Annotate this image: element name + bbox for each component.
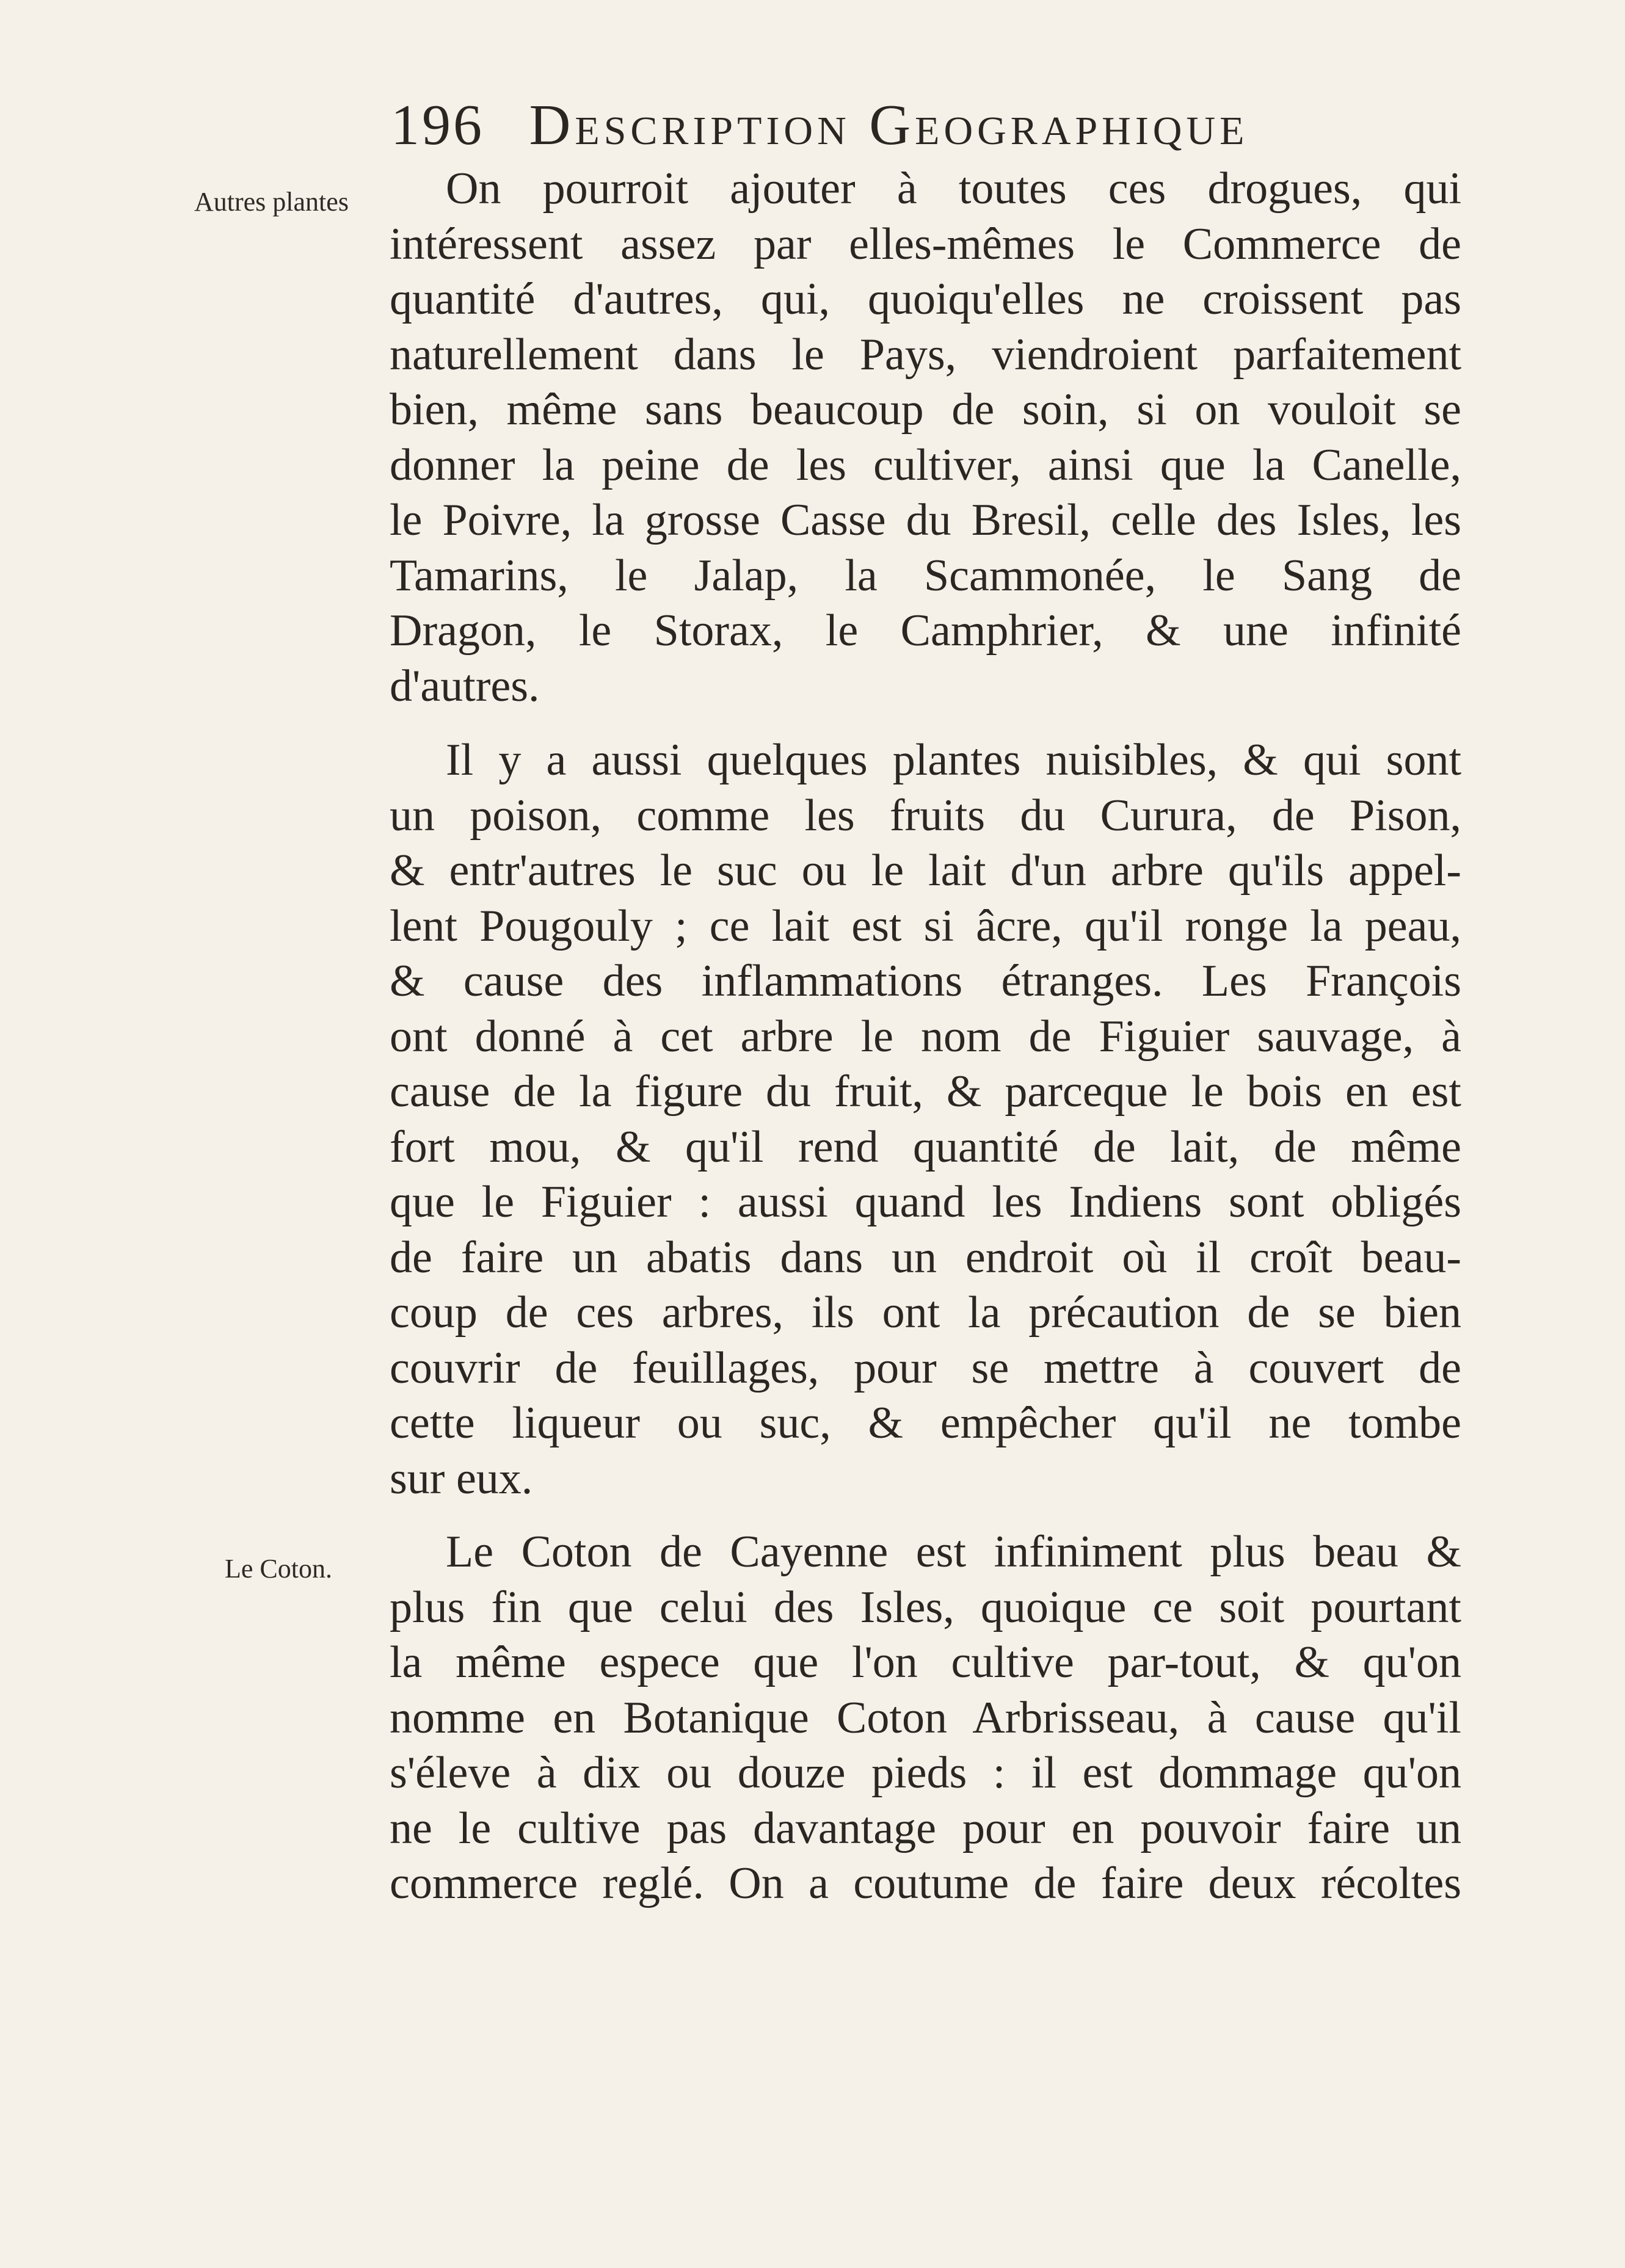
text-line: quantité d'autres, qui, quoiqu'elles ne croissent pas (390, 274, 1461, 324)
text-line: Dragon, le Storax, le Camphrier, & une infinité (390, 606, 1461, 656)
text-line: nomme en Botanique Coton Arbrisseau, à cause qu'il (390, 1692, 1461, 1743)
text-line: ont donné à cet arbre le nom de Figuier sauvage, à (390, 1011, 1461, 1062)
page-header (391, 92, 1466, 159)
text-line: le Poivre, la grosse Casse du Bresil, celle des Isles, les (390, 495, 1461, 545)
paragraph-cotton (390, 1524, 1461, 1911)
margin-note-cotton: Le Coton. (225, 1554, 332, 1584)
text-line: coup de ces arbres, ils ont la précaution de se bien (390, 1288, 1461, 1338)
text-line: commerce reglé. On a coutume de faire deux récoltes (390, 1858, 1461, 1908)
text-line: donner la peine de les cultiver, ainsi que la Canelle, (390, 440, 1461, 490)
body-text-section-1 (390, 161, 1461, 714)
text-line: plus fin que celui des Isles, quoique ce soit pourtant (390, 1582, 1461, 1632)
body-text-section-3 (390, 1524, 1461, 1911)
running-title: Description Geographique (529, 93, 1249, 157)
text-line: & cause des inflammations étranges. Les François (390, 956, 1461, 1006)
text-line: couvrir de feuillages, pour se mettre à couvert de (390, 1342, 1461, 1393)
page-number: 196 (391, 93, 484, 157)
text-line: sur eux. (390, 1453, 533, 1504)
text-line: intéressent assez par elles-mêmes le Commerce de (390, 219, 1461, 269)
text-line: un poison, comme les fruits du Curura, de Pison, (390, 790, 1461, 841)
text-line: fort mou, & qu'il rend quantité de lait, de même (390, 1121, 1461, 1172)
text-line: s'éleve à dix ou douze pieds : il est dommage qu'on (390, 1748, 1461, 1798)
text-line: & entr'autres le suc ou le lait d'un arbre qu'ils appel- (390, 846, 1461, 896)
text-line: ne le cultive pas davantage pour en pouvoir faire un (390, 1803, 1461, 1853)
text-line: de faire un abatis dans un endroit où il croît beau- (390, 1232, 1461, 1283)
text-line: d'autres. (390, 661, 540, 711)
text-line: Tamarins, le Jalap, la Scammonée, le Sang de (390, 550, 1461, 601)
text-line: cette liqueur ou suc, & empêcher qu'il ne tombe (390, 1398, 1461, 1448)
text-line: On pourroit ajouter à toutes ces drogues, qui (446, 164, 1461, 214)
text-line: bien, même sans beaucoup de soin, si on vouloit se (390, 385, 1461, 435)
text-line: que le Figuier : aussi quand les Indiens sont obligés (390, 1177, 1461, 1227)
text-line: lent Pougouly ; ce lait est si âcre, qu'il ronge la peau, (390, 900, 1461, 951)
text-line: Le Coton de Cayenne est infiniment plus beau & (446, 1527, 1461, 1577)
text-line: naturellement dans le Pays, viendroient parfaitement (390, 329, 1461, 380)
margin-note-other-plants: Autres plantes (194, 187, 349, 217)
paragraph-harmful-plants (390, 733, 1461, 1506)
text-line: Il y a aussi quelques plantes nuisibles, & qui sont (446, 735, 1461, 785)
text-line: cause de la figure du fruit, & parceque le bois en est (390, 1067, 1461, 1117)
body-text-section-2 (390, 733, 1461, 1506)
paragraph-other-plants (390, 161, 1461, 714)
text-line: la même espece que l'on cultive par-tout, & qu'on (390, 1637, 1461, 1687)
